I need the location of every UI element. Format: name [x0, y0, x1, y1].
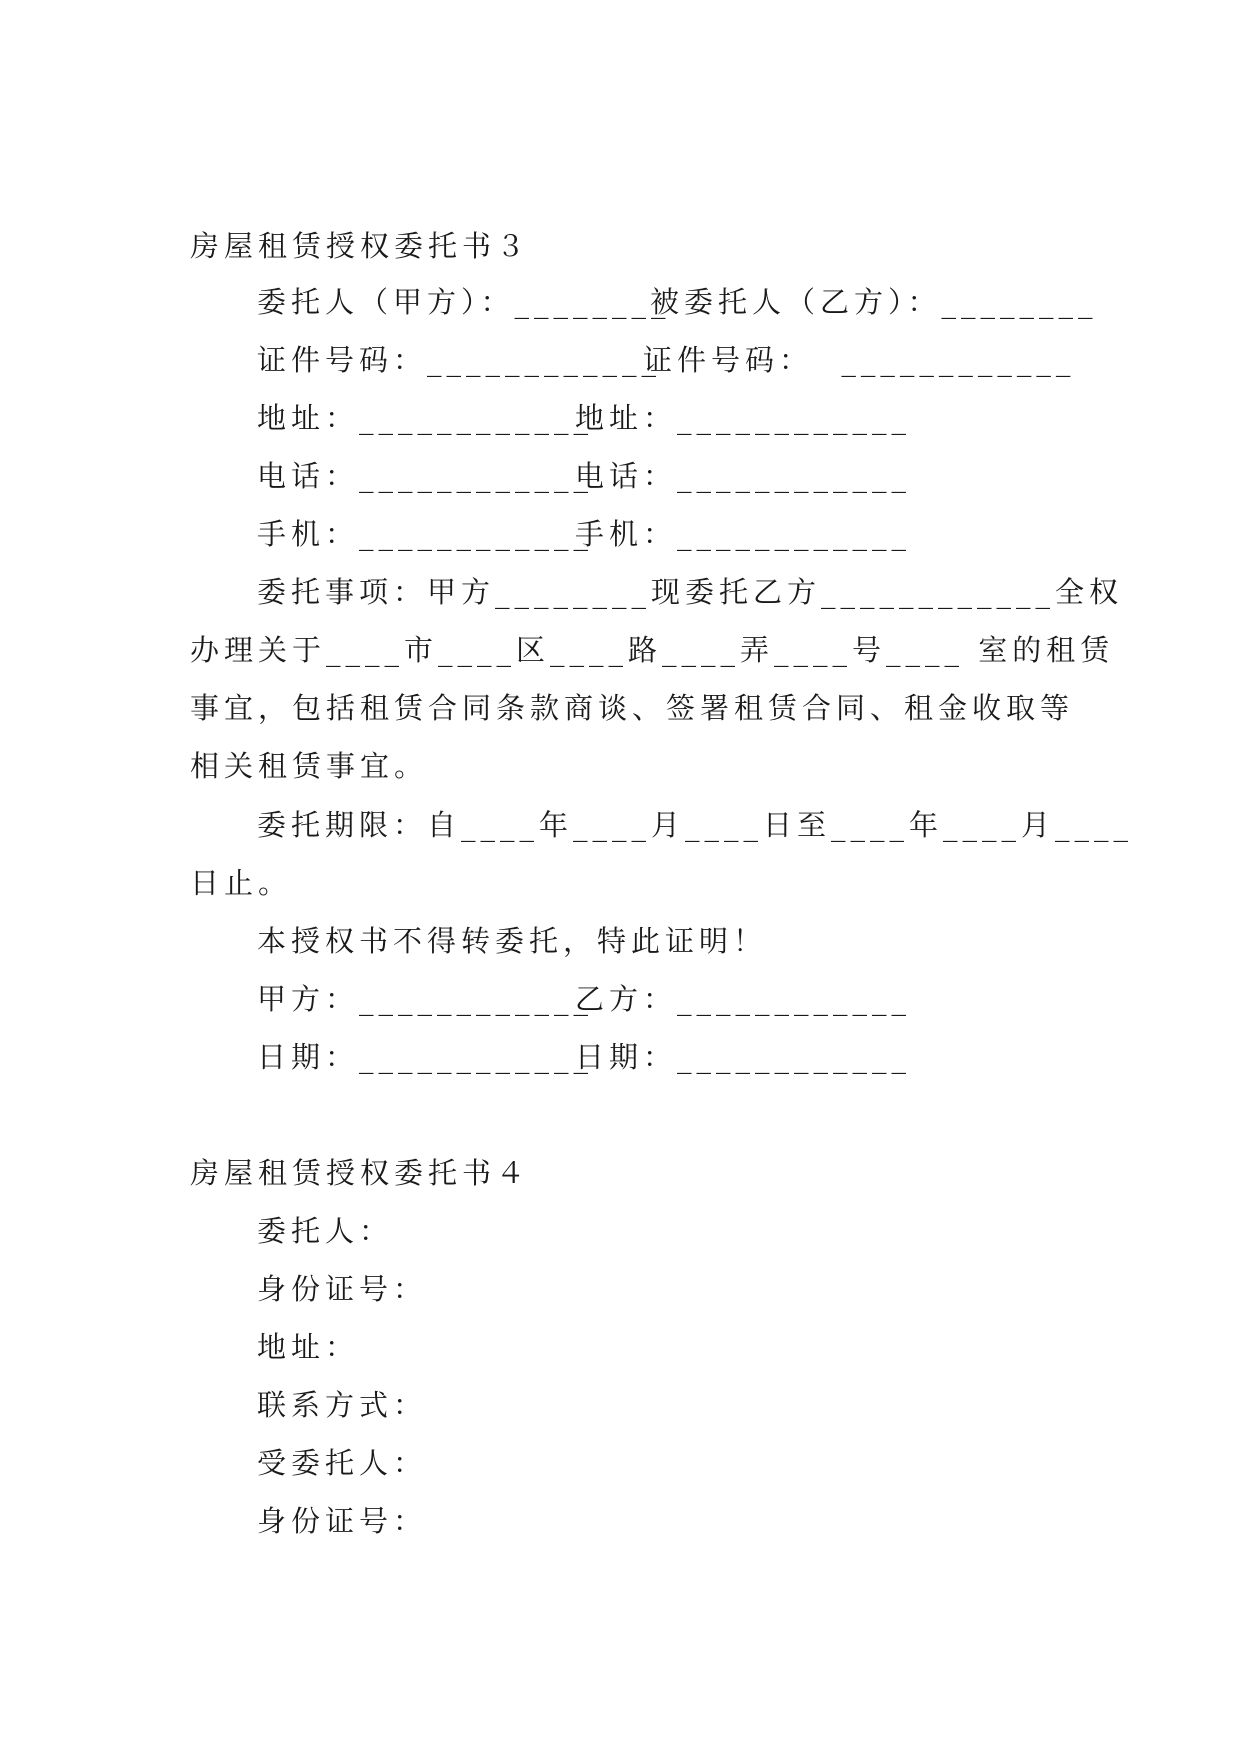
doc3-matters-line1: 委托事项：甲方________现委托乙方____________全权 [257, 575, 1124, 609]
doc4-id-no: 身份证号： [257, 1272, 428, 1306]
doc3-date-left: 日期：____________ [257, 1040, 594, 1074]
doc4-agent-id-no: 身份证号： [257, 1504, 428, 1538]
doc3-mobile-left: 手机：____________ [257, 517, 594, 551]
doc3-id-left: 证件号码：____________ [257, 343, 662, 377]
doc3-sign-right: 乙方：____________ [575, 982, 912, 1016]
doc4-address: 地址： [257, 1330, 360, 1364]
doc3-title: 房屋租赁授权委托书３ [190, 229, 531, 263]
doc4-title: 房屋租赁授权委托书４ [190, 1156, 531, 1190]
doc3-id-right: 证件号码： ____________ [643, 343, 1076, 377]
doc3-matters-line3: 事宜，包括租赁合同条款商谈、签署租赁合同、租金收取等 [190, 691, 1075, 725]
doc4-contact: 联系方式： [257, 1388, 428, 1422]
doc3-principal-field: 委托人（甲方）：________ [257, 285, 671, 319]
doc3-matters-line4: 相关租赁事宜。 [190, 749, 429, 783]
doc3-tel-right: 电话：____________ [575, 459, 912, 493]
doc4-agent: 受委托人： [257, 1446, 428, 1480]
doc3-term-line1: 委托期限：自____年____月____日至____年____月____ [257, 808, 1134, 842]
doc3-agent-field: 被委托人（乙方）：________ [650, 285, 1098, 319]
doc3-term-line2: 日止。 [190, 866, 293, 900]
doc3-mobile-right: 手机：____________ [575, 517, 912, 551]
doc3-statement: 本授权书不得转委托，特此证明！ [257, 924, 768, 958]
doc4-principal: 委托人： [257, 1214, 394, 1248]
doc3-date-right: 日期：____________ [575, 1040, 912, 1074]
doc3-addr-right: 地址：____________ [575, 401, 912, 435]
doc3-sign-left: 甲方：____________ [257, 982, 594, 1016]
doc3-matters-line2: 办理关于____市____区____路____弄____号____ 室的租赁 [190, 633, 1115, 667]
doc3-addr-left: 地址：____________ [257, 401, 594, 435]
doc3-tel-left: 电话：____________ [257, 459, 594, 493]
